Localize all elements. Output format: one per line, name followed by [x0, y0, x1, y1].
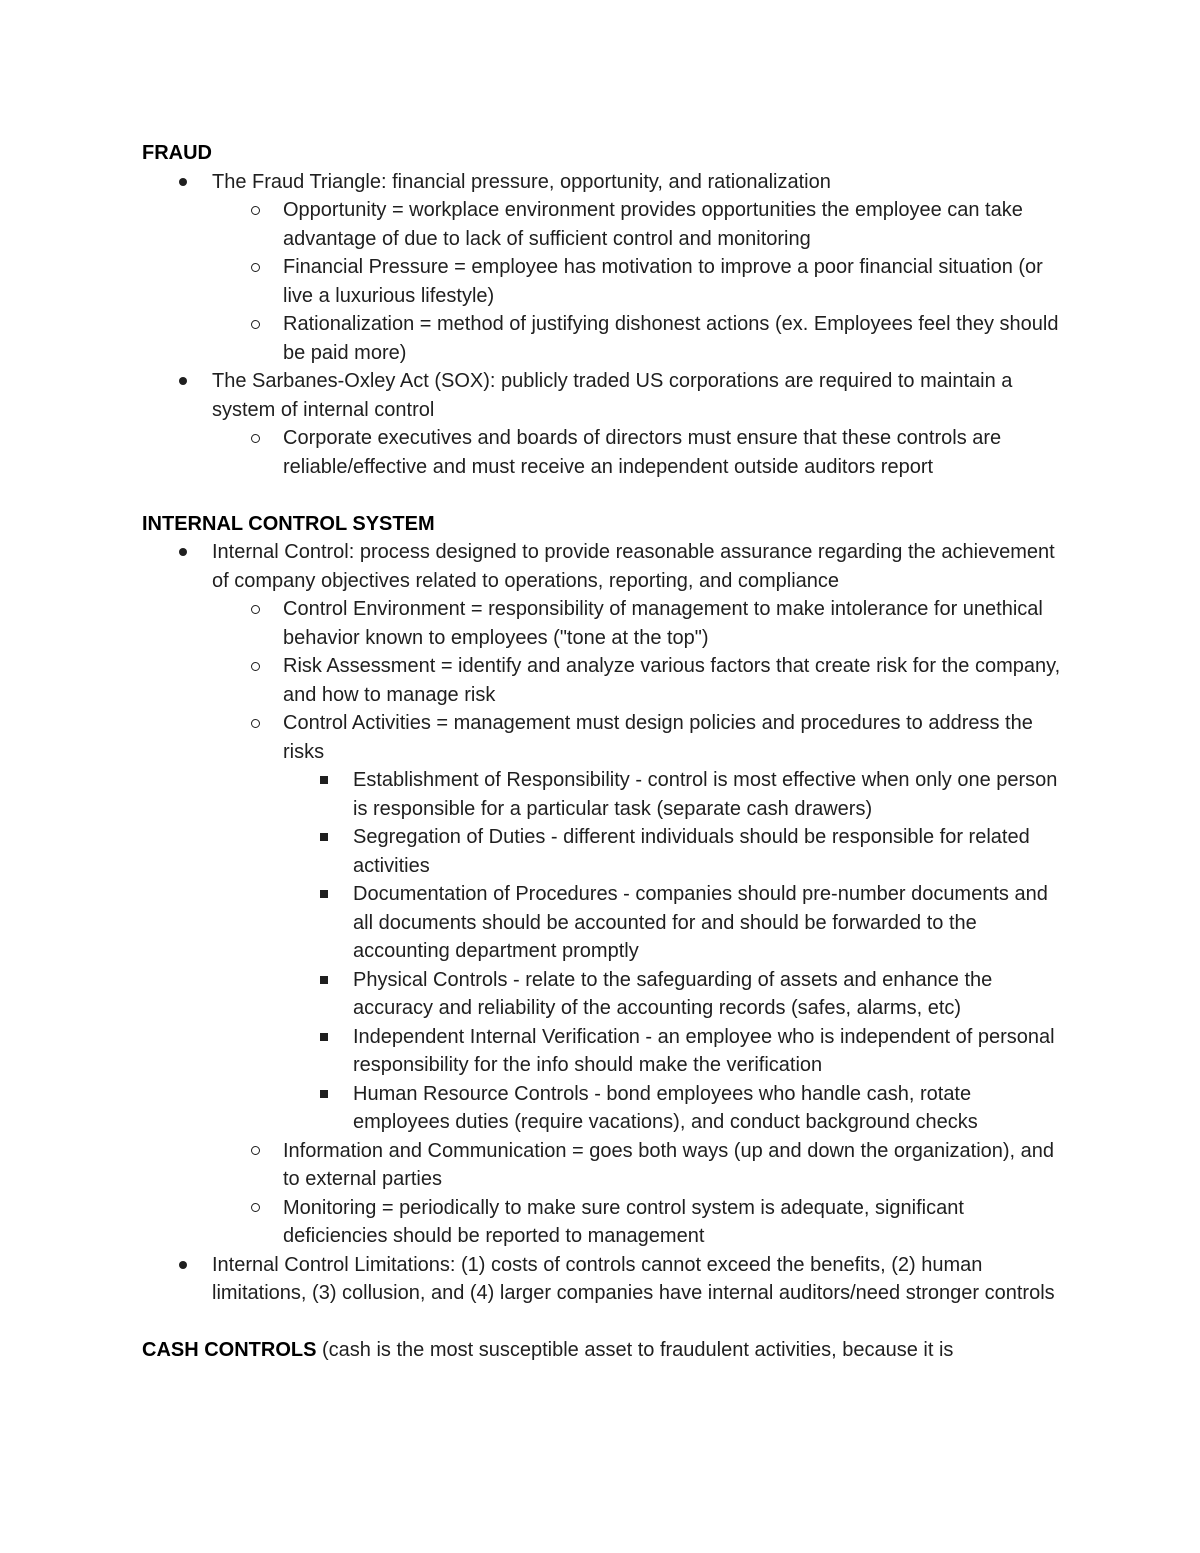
square-bullet-icon: [320, 766, 328, 795]
list-item: [283, 966, 1072, 1023]
list-item-text: Human Resource Controls - bond employees who handle cash, rotate employees duties (require vacations), and conduct background checks: [353, 1082, 978, 1133]
disc-bullet-icon: [179, 538, 187, 567]
list-item: [142, 1251, 1072, 1308]
circle-bullet-icon: [251, 595, 260, 624]
list-item-text: Establishment of Responsibility - control is most effective when only one person is responsible for a particular task (separate cash drawers): [353, 769, 1058, 820]
circle-bullet-icon: [251, 310, 260, 339]
circle-bullet-icon: [251, 253, 260, 282]
document-page: [142, 139, 1072, 1365]
list-item-text: Internal Control: process designed to provide reasonable assurance regarding the achievement of company objectives related to operations, reporting, and compliance: [212, 541, 1055, 592]
list-item: [212, 595, 1072, 652]
list-item: [212, 196, 1072, 253]
list-item: [212, 1194, 1072, 1251]
cash-controls-note: (cash is the most susceptible asset to fraudulent activities, because it is: [322, 1339, 954, 1361]
list-item: [142, 168, 1072, 368]
circle-bullet-icon: [251, 1194, 260, 1223]
square-bullet-icon: [320, 880, 328, 909]
list-item-text: The Sarbanes-Oxley Act (SOX): publicly traded US corporations are required to maintain a system of internal control: [212, 370, 1013, 421]
section-spacer: [142, 481, 1072, 510]
list-item-text: Internal Control Limitations: (1) costs of controls cannot exceed the benefits, (2) human limitations, (3) collusion, and (4) larger companies have internal auditors/need stronger controls: [212, 1253, 1055, 1304]
list-item-text: Independent Internal Verification - an employee who is independent of personal responsibility for the info should make the verification: [353, 1025, 1055, 1076]
section-heading-fraud: FRAUD: [142, 142, 212, 164]
list-item-text: Corporate executives and boards of directors must ensure that these controls are reliable/effective and must receive an independent outside auditors report: [283, 427, 1002, 478]
list-item: [283, 823, 1072, 880]
list-item: [212, 310, 1072, 367]
square-bullet-icon: [320, 1023, 328, 1052]
circle-bullet-icon: [251, 424, 260, 453]
list-item-text: Control Activities = management must design policies and procedures to address the risks: [283, 712, 1033, 763]
list-item-text: Physical Controls - relate to the safeguarding of assets and enhance the accuracy and reliability of the accounting records (safes, alarms, etc): [353, 968, 993, 1019]
square-bullet-icon: [320, 966, 328, 995]
square-bullet-icon: [320, 823, 328, 852]
list-item: [142, 367, 1072, 481]
circle-bullet-icon: [251, 196, 260, 225]
list-item: [283, 1023, 1072, 1080]
list-item-text: Financial Pressure = employee has motivation to improve a poor financial situation (or live a luxurious lifestyle): [283, 256, 1043, 307]
section-heading-internal-control: INTERNAL CONTROL SYSTEM: [142, 512, 435, 535]
list-item: [283, 766, 1072, 823]
circle-bullet-icon: [251, 709, 260, 738]
sub-list: [142, 196, 1072, 367]
section-heading-cash-controls: [142, 1336, 1072, 1365]
list-item-text: Risk Assessment = identify and analyze various factors that create risk for the company, and how to manage risk: [283, 655, 1061, 706]
list-item: [212, 424, 1072, 481]
section-spacer: [142, 1308, 1072, 1337]
list-item-text: Monitoring = periodically to make sure control system is adequate, significant deficiencies should be reported to management: [283, 1196, 964, 1247]
list-item-text: Documentation of Procedures - companies should pre-number documents and all documents should be accounted for and should be forwarded to the accounting department promptly: [353, 883, 1048, 962]
list-item-text: Rationalization = method of justifying dishonest actions (ex. Employees feel they should be paid more): [283, 313, 1059, 364]
list-item: [212, 1137, 1072, 1194]
list-item: [283, 880, 1072, 966]
list-item: [212, 652, 1072, 709]
list-item: [283, 1080, 1072, 1137]
list-item-text: Control Environment = responsibility of management to make intolerance for unethical behavior known to employees ("tone at the top"): [283, 598, 1043, 649]
list-item-text: The Fraud Triangle: financial pressure, opportunity, and rationalization: [212, 170, 831, 193]
sub-sub-list: [283, 766, 1072, 1137]
sub-list: [142, 424, 1072, 481]
list-item: [212, 709, 1072, 1137]
list-item: [212, 253, 1072, 310]
list-item-text: Information and Communication = goes both ways (up and down the organization), and to external parties: [283, 1139, 1055, 1190]
square-bullet-icon: [320, 1080, 328, 1109]
circle-bullet-icon: [251, 652, 260, 681]
disc-bullet-icon: [179, 367, 187, 396]
sub-list: [142, 595, 1072, 1251]
list-item-text: Opportunity = workplace environment provides opportunities the employee can take advantage of due to lack of sufficient control and monitoring: [283, 199, 1023, 250]
disc-bullet-icon: [179, 1251, 187, 1280]
internal-control-list: [142, 538, 1072, 1308]
disc-bullet-icon: [179, 168, 187, 197]
fraud-list: [142, 168, 1072, 482]
circle-bullet-icon: [251, 1137, 260, 1166]
cash-controls-title: CASH CONTROLS: [142, 1339, 317, 1361]
list-item: [142, 538, 1072, 1251]
list-item-text: Segregation of Duties - different individuals should be responsible for related activities: [353, 826, 1030, 877]
